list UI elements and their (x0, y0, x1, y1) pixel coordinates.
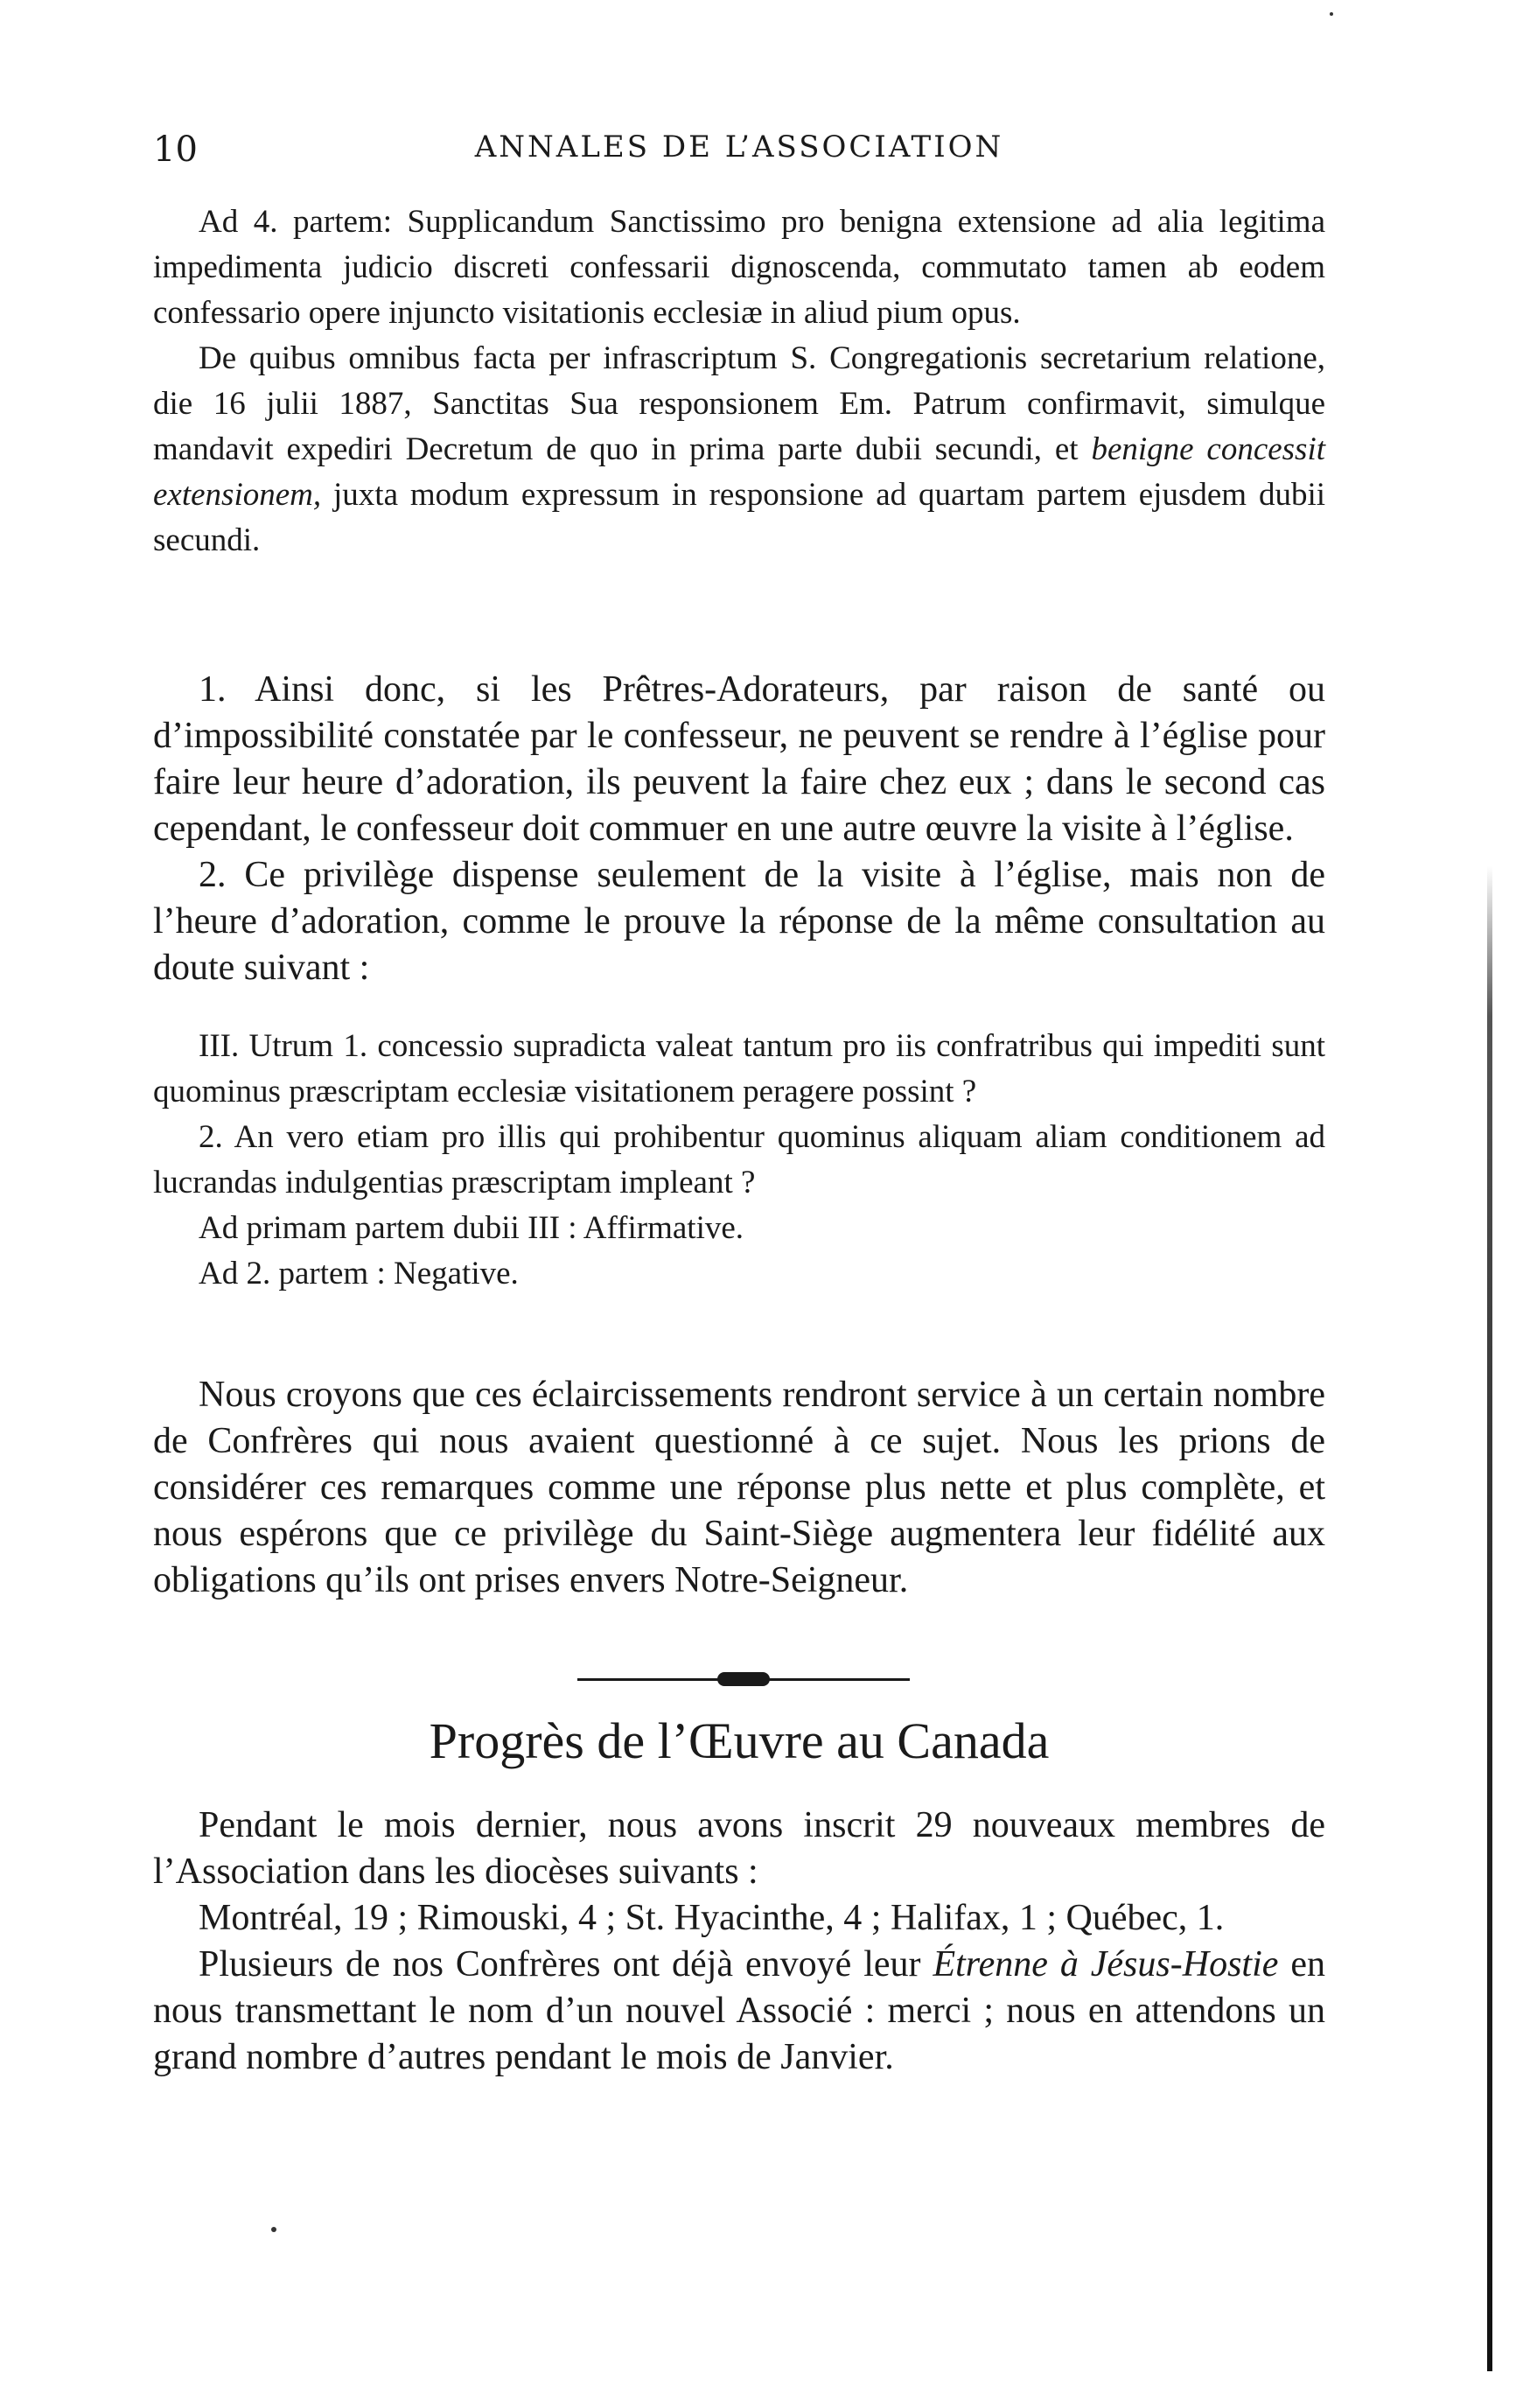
latin-paragraph: Ad 4. partem: Supplicandum Sanctissimo pro benigna extensione ad alia legitima impedimenta judicio discreti confessarii dignoscenda, commutato tamen ab eodem confessario opere injuncto visitationis ecclesiæ in aliud pium opus. (153, 204, 1325, 331)
section-italic-title: Étrenne à Jésus-Hostie (933, 1944, 1279, 1984)
section-heading: Progrès de l’Œuvre au Canada (429, 1712, 1050, 1769)
french-conclusion-block (153, 1372, 1325, 1604)
latin-paragraph: 2. An vero etiam pro illis qui prohibentur quominus aliquam aliam conditionem ad lucrandas indulgentias præscriptam impleant ? (153, 1119, 1325, 1200)
divider-ornament (717, 1672, 770, 1686)
section-paragraph: Montréal, 19 ; Rimouski, 4 ; St. Hyacinthe, 4 ; Halifax, 1 ; Québec, 1. (199, 1898, 1225, 1938)
latin-paragraph: Ad 2. partem : Negative. (199, 1256, 519, 1292)
french-paragraph: Nous croyons que ces éclaircissements rendront service à un certain nombre de Confrères qui nous avaient questionné à ce sujet. Nous les prions de considérer ces remarques comme une réponse plus nette et plus complète, et nous espérons que ce privilège du Saint-Siège augmentera leur fidélité aux obligations qu’ils ont prises envers Notre-Seigneur. (153, 1375, 1325, 1600)
latin-paragraph: Ad primam partem dubii III : Affirmative. (199, 1210, 744, 1246)
latin-italic-phrase: benigne concessit extensionem, (153, 431, 1326, 513)
section-text: Plusieurs de nos Confrères ont déjà envoyé leur (199, 1944, 921, 1984)
binding-edge (1487, 866, 1492, 2371)
french-paragraph: 1. Ainsi donc, si les Prêtres-Adorateurs, par raison de santé ou d’impossibilité constatée par le confesseur, ne peuvent se rendre à l’église pour faire leur heure d’adoration, ils peuvent la faire chez eux ; dans le second cas cependant, le confesseur doit commuer en une autre œuvre la visite à l’église. (153, 669, 1325, 849)
french-explanation-block (153, 667, 1325, 991)
section-text: en nous transmettant le nom d’un nouvel Associé : merci ; nous en attendons un grand nombre d’autres pendant le mois de Janvier. (153, 1944, 1326, 2077)
ink-speck (1330, 12, 1333, 16)
latin-text: De quibus omnibus facta per infrascriptum S. Congregationis secretarium relatione, die 16 julii 1887, Sanctitas Sua responsionem Em. Patrum confirmavit, simulque mandavit expediri Decretum de quo in prima parte dubii secundi, et (153, 340, 1325, 467)
latin-question-block (153, 1024, 1325, 1297)
latin-paragraph (153, 336, 1325, 564)
ink-speck (271, 2227, 276, 2232)
section-paragraph (153, 1942, 1325, 2081)
latin-response-block (153, 200, 1325, 564)
french-paragraph: 2. Ce privilège dispense seulement de la visite à l’église, mais non de l’heure d’adoration, comme le prouve la réponse de la même consultation au doute suivant : (153, 855, 1325, 988)
page-header (153, 130, 1325, 182)
latin-text: juxta modum expressum in responsione ad quartam partem ejusdem dubii secundi. (153, 477, 1326, 558)
latin-paragraph: III. Utrum 1. concessio supradicta valeat tantum pro iis confratribus qui impediti sunt quominus præscriptam ecclesiæ visitationem peragere possint ? (153, 1028, 1325, 1110)
section-body (153, 1802, 1325, 2081)
section-paragraph: Pendant le mois dernier, nous avons inscrit 29 nouveaux membres de l’Association dans les diocèses suivants : (153, 1805, 1325, 1892)
running-title: ANNALES DE L’ASSOCIATION (474, 130, 1004, 164)
page-number: 10 (153, 130, 198, 170)
